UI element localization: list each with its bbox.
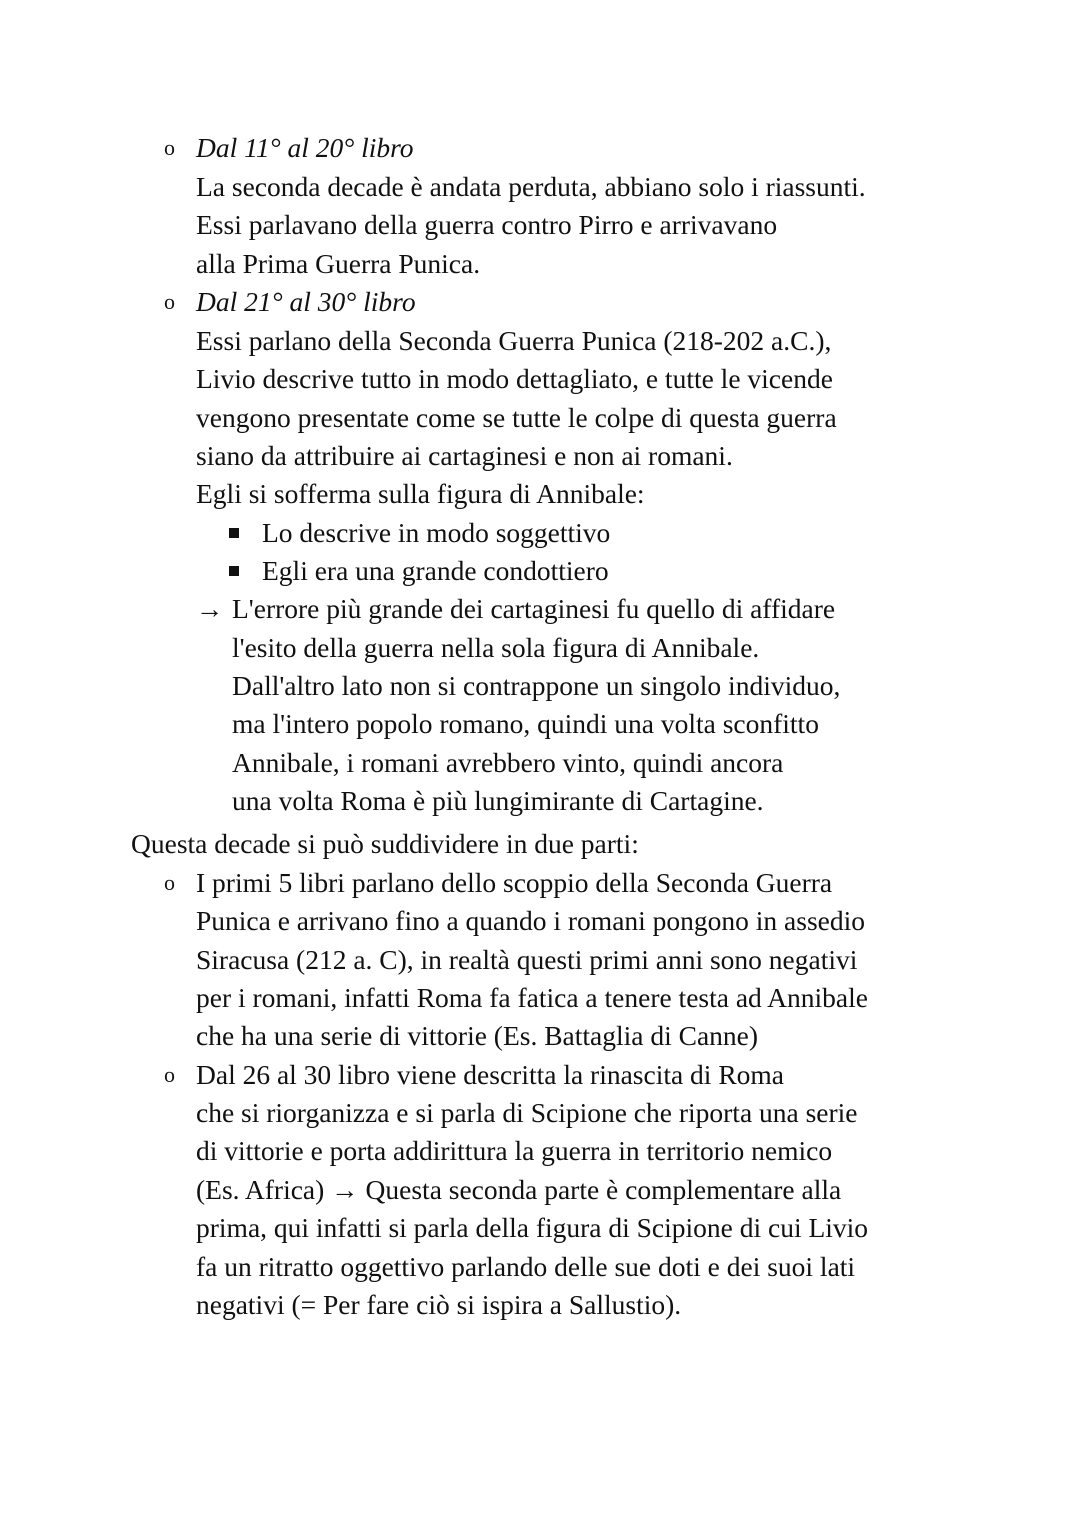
sub-list-item xyxy=(0,514,1080,552)
text-line: di vittorie e porta addirittura la guerra in territorio nemico xyxy=(196,1135,833,1166)
text-line: negativi (= Per fare ciò si ispira a Sallustio). xyxy=(196,1289,682,1320)
text-line: Siracusa (212 a. C), in realtà questi primi anni sono negativi xyxy=(196,944,858,975)
text-line: che si riorganizza e si parla di Scipione che riporta una serie xyxy=(196,1097,858,1128)
text-fragment: (Es. Africa) xyxy=(196,1174,325,1205)
text-line-with-arrow xyxy=(196,1171,841,1209)
text-line: I primi 5 libri parlano dello scoppio della Seconda Guerra xyxy=(196,867,833,898)
text-line: Punica e arrivano fino a quando i romani pongono in assedio xyxy=(196,905,866,936)
square-bullet-icon xyxy=(229,566,239,576)
arrow-right-icon: → xyxy=(331,1174,359,1205)
text-line: prima, qui infatti si parla della figura di Scipione di cui Livio xyxy=(196,1212,869,1243)
text-line: L'errore più grande dei cartaginesi fu quello di affidare xyxy=(232,593,836,624)
section-heading: Dal 11° al 20° libro xyxy=(196,132,414,163)
circle-bullet-icon: o xyxy=(164,1062,175,1087)
text-line: Dall'altro lato non si contrappone un singolo individuo, xyxy=(232,670,841,701)
square-bullet-icon xyxy=(229,528,239,538)
section-heading: Dal 21° al 30° libro xyxy=(196,286,416,317)
text-line: Dal 26 al 30 libro viene descritta la rinascita di Roma xyxy=(196,1059,785,1090)
text-line: Annibale, i romani avrebbero vinto, quindi ancora xyxy=(232,747,784,778)
sub-item-text: Egli era una grande condottiero xyxy=(262,555,609,586)
text-line: Essi parlavano della guerra contro Pirro e arrivavano xyxy=(196,209,778,240)
text-fragment: Questa seconda parte è complementare alla xyxy=(365,1174,842,1205)
arrow-item xyxy=(0,590,1080,628)
text-line: La seconda decade è andata perduta, abbiano solo i riassunti. xyxy=(196,171,866,202)
sub-list-item xyxy=(0,552,1080,590)
text-line: vengono presentate come se tutte le colpe di questa guerra xyxy=(196,402,837,433)
text-line: l'esito della guerra nella sola figura di Annibale. xyxy=(232,632,760,663)
list-item xyxy=(0,864,1080,902)
sub-item-text: Lo descrive in modo soggettivo xyxy=(262,517,611,548)
text-line: alla Prima Guerra Punica. xyxy=(196,248,481,279)
arrow-right-icon: → xyxy=(196,593,224,624)
paragraph-intro: Questa decade si può suddividere in due parti: xyxy=(131,828,639,859)
text-line: fa un ritratto oggettivo parlando delle sue doti e dei suoi lati xyxy=(196,1251,856,1282)
text-line: Egli si sofferma sulla figura di Annibale: xyxy=(196,478,645,509)
circle-bullet-icon: o xyxy=(164,289,175,314)
text-line: ma l'intero popolo romano, quindi una volta sconfitto xyxy=(232,708,819,739)
text-line: siano da attribuire ai cartaginesi e non ai romani. xyxy=(196,440,733,471)
text-line: una volta Roma è più lungimirante di Cartagine. xyxy=(232,785,764,816)
circle-bullet-icon: o xyxy=(164,135,175,160)
text-line: Livio descrive tutto in modo dettagliato, e tutte le vicende xyxy=(196,363,833,394)
list-item xyxy=(0,1056,1080,1094)
text-line: per i romani, infatti Roma fa fatica a tenere testa ad Annibale xyxy=(196,982,868,1013)
text-line: Essi parlano della Seconda Guerra Punica (218-202 a.C.), xyxy=(196,325,832,356)
text-line: che ha una serie di vittorie (Es. Battaglia di Canne) xyxy=(196,1020,759,1051)
circle-bullet-icon: o xyxy=(164,870,175,895)
